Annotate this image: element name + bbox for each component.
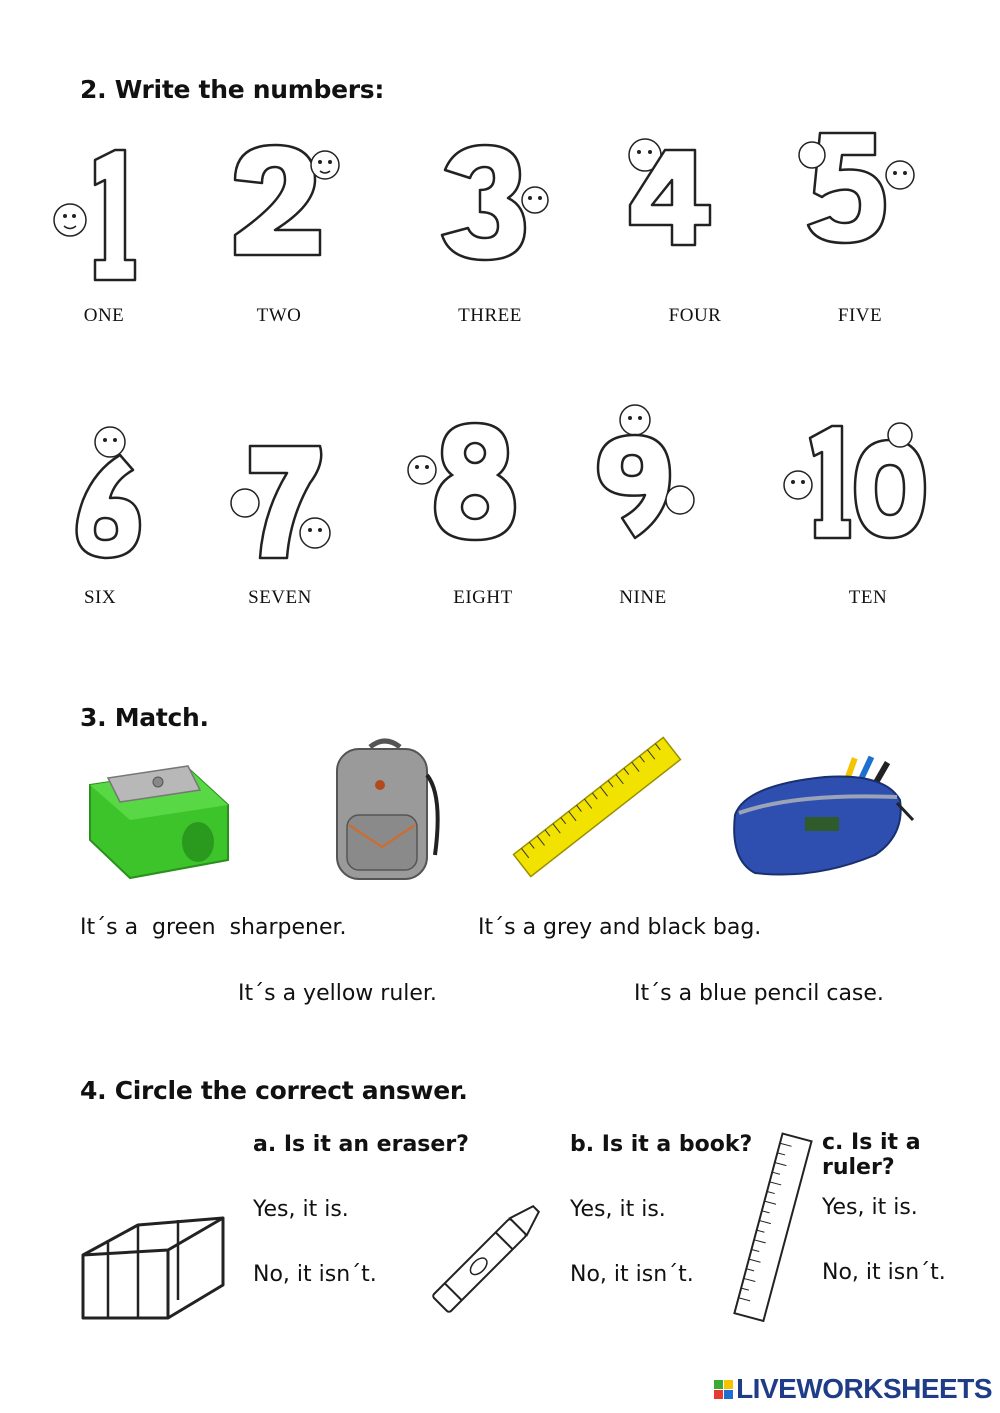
number-7-picture: [225, 438, 345, 568]
number-word-seven: SEVEN: [248, 587, 312, 608]
sentence-yellow-ruler: It´s a yellow ruler.: [238, 981, 437, 1006]
answer-b-no[interactable]: No, it isn´t.: [570, 1262, 694, 1287]
number-6-picture: [55, 420, 155, 565]
sharpener-picture: [80, 750, 235, 885]
sentence-green-sharpener: It´s a green sharpener.: [80, 915, 347, 940]
number-word-five: FIVE: [837, 305, 883, 326]
number-2-picture: [220, 135, 360, 265]
answer-a-yes[interactable]: Yes, it is.: [253, 1197, 349, 1222]
backpack-picture: [325, 735, 445, 885]
number-5-picture: [790, 125, 930, 250]
question-a: a. Is it an eraser?: [253, 1132, 469, 1157]
logo-text: LIVEWORKSHEETS: [736, 1373, 992, 1404]
section-3-heading: 3. Match.: [80, 703, 209, 732]
sentence-grey-black-bag: It´s a grey and black bag.: [478, 915, 762, 940]
ruler-outline-picture: [722, 1132, 822, 1322]
number-word-one: ONE: [83, 305, 125, 326]
liveworksheets-logo[interactable]: [714, 1373, 992, 1405]
section-4-heading: 4. Circle the correct answer.: [80, 1076, 468, 1105]
number-10-picture: [770, 420, 935, 545]
answer-b-yes[interactable]: Yes, it is.: [570, 1197, 666, 1222]
question-b: b. Is it a book?: [570, 1132, 753, 1157]
eraser-picture: [78, 1200, 228, 1325]
number-word-nine: NINE: [619, 587, 667, 608]
number-1-picture: [40, 140, 160, 290]
section-2-heading: 2. Write the numbers:: [80, 75, 385, 104]
sentence-blue-pencil-case: It´s a blue pencil case.: [634, 981, 884, 1006]
number-8-picture: [400, 415, 525, 545]
number-9-picture: [590, 400, 700, 545]
ruler-picture: [512, 735, 682, 880]
number-4-picture: [610, 125, 730, 255]
liveworksheets-logo-icon: [714, 1380, 733, 1399]
number-word-eight: EIGHT: [453, 587, 513, 608]
crayon-picture: [420, 1185, 560, 1325]
pencil-case-picture: [725, 745, 920, 885]
number-word-ten: TEN: [848, 587, 888, 608]
number-word-two: TWO: [256, 305, 302, 326]
number-word-six: SIX: [83, 587, 117, 608]
answer-a-no[interactable]: No, it isn´t.: [253, 1262, 377, 1287]
number-word-three: THREE: [458, 305, 522, 326]
answer-c-yes[interactable]: Yes, it is.: [822, 1195, 918, 1220]
number-word-four: FOUR: [668, 305, 722, 326]
number-3-picture: [430, 140, 560, 265]
question-c: c. Is it a ruler?: [822, 1130, 921, 1180]
answer-c-no[interactable]: No, it isn´t.: [822, 1260, 946, 1285]
